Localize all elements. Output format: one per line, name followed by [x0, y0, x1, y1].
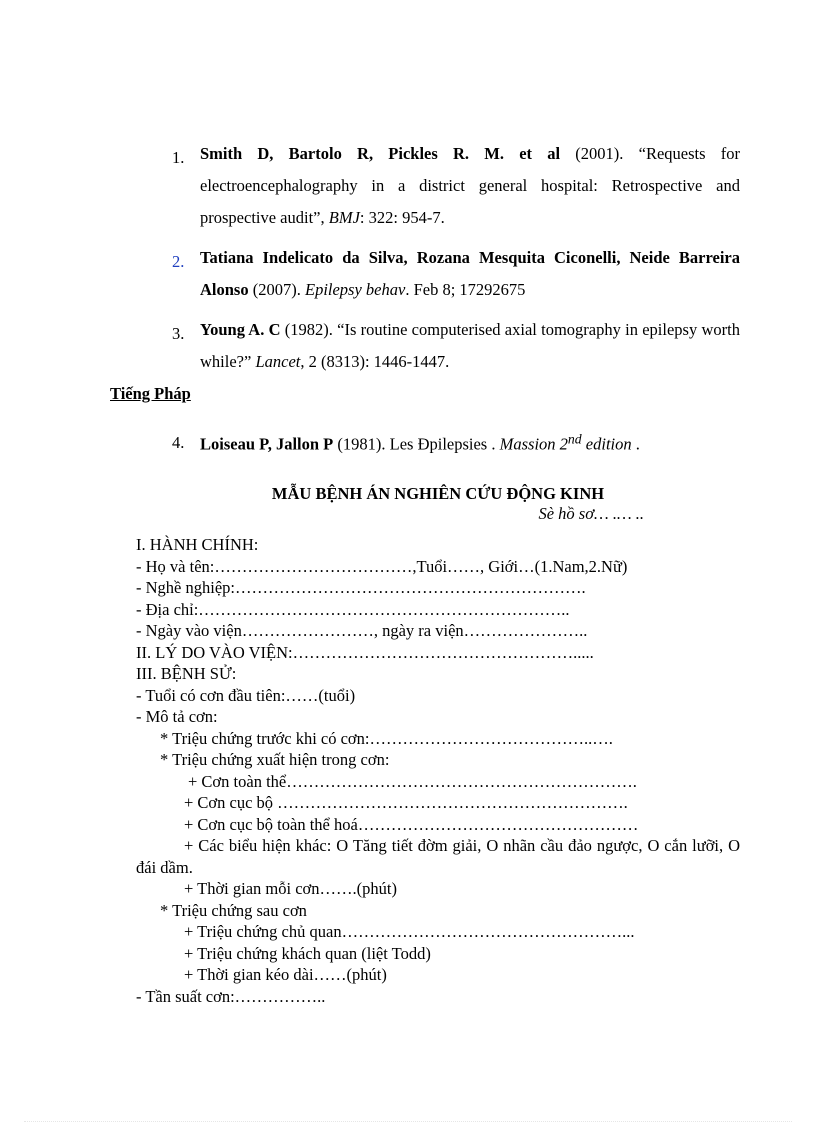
field-occupation: - Nghề nghiệp:………………………………………………………. [136, 578, 586, 597]
field-pre-seizure-symptoms: * Triệu chứng trước khi có cơn:…………………………………..…. [160, 728, 613, 748]
reference-number: 2. [172, 252, 185, 271]
field-subjective-symptoms: + Triệu chứng chủ quan……………………………………………... [184, 922, 635, 941]
reference-journal: BMJ [328, 208, 360, 227]
reference-number: 1. [172, 148, 185, 167]
reference-text: (2001). “Requests for electroencephalography in a district general hospital: Retrospective and prospective audit”, [200, 144, 740, 227]
section-reason-admission: II. LÝ DO VÀO VIỆN:……………………………………………..... [136, 642, 594, 662]
field-other-signs: + Các biểu hiện khác: O Tăng tiết đờm giải, O nhãn cầu đảo ngược, O cắn lưỡi, O đái dầm. [136, 836, 740, 877]
reference-text: (1981). Les Đpilepsies . [333, 434, 500, 454]
field-seizure-frequency: - Tần suất cơn:…………….. [136, 986, 326, 1006]
reference-authors: Loiseau P, Jallon P [200, 434, 334, 454]
medical-record-form [136, 484, 740, 1007]
reference-journal: Massion 2 [499, 434, 568, 454]
french-reference-list [110, 423, 740, 469]
reference-item [110, 314, 740, 378]
form-title: MẪU BỆNH ÁN NGHIÊN CỨU ĐỘNG KINH [271, 484, 605, 503]
field-objective-symptoms: + Triệu chứng khách quan (liệt Todd) [184, 943, 431, 963]
reference-text: (1982). “Is routine computerised axial tomography in epilepsy worth while?” [200, 320, 740, 371]
reference-superscript: nd [567, 431, 582, 446]
reference-journal-tail: edition [581, 434, 632, 454]
reference-details: . Feb 8; 17292675 [405, 280, 526, 299]
reference-details: , 2 (8313): 1446-1447. [300, 352, 450, 371]
reference-text: (2007). [248, 280, 305, 299]
field-total-duration: + Thời gian kéo dài……(phút) [184, 965, 387, 984]
field-full-name: - Họ và tên:………………………………,Tuổi……, Giới…(1.Nam,2.Nữ) [136, 556, 628, 576]
reference-authors: Smith D, Bartolo R, Pickles R. M. et al [200, 144, 561, 163]
reference-number: 4. [172, 433, 185, 452]
field-seizure-duration: + Thời gian mỗi cơn…….(phút) [184, 879, 397, 898]
field-secondary-generalized: + Cơn cục bộ toàn thể hoá…………………………………………… [184, 814, 639, 834]
reference-journal: Lancet [255, 352, 301, 371]
reference-item [110, 242, 740, 306]
field-post-seizure: * Triệu chứng sau cơn [160, 900, 307, 920]
field-generalized-seizure: + Cơn toàn thể………………………………………………………. [188, 771, 637, 791]
reference-list [110, 138, 740, 386]
file-number: Sè hồ sơ… .… .. [538, 504, 644, 523]
section-administrative: I. HÀNH CHÍNH: [136, 535, 259, 554]
field-focal-seizure: + Cơn cục bộ ………………………………………………………. [184, 793, 628, 812]
page-bottom-rule [24, 1121, 792, 1122]
reference-details: . [631, 434, 640, 454]
french-section-heading: Tiếng Pháp [110, 384, 191, 403]
reference-item [110, 423, 740, 461]
field-seizure-description: - Mô tả cơn: [136, 707, 218, 726]
field-first-seizure-age: - Tuổi có cơn đầu tiên:……(tuổi) [136, 685, 356, 705]
reference-authors: Young A. C [200, 320, 281, 339]
section-history: III. BỆNH SỬ: [136, 664, 237, 683]
field-admission-dates: - Ngày vào viện……………………, ngày ra viện………………….. [136, 621, 588, 640]
reference-journal: Epilepsy behav [304, 280, 406, 299]
reference-authors: Tatiana Indelicato da Silva, Rozana Mesquita Ciconelli, Neide Barreira Alonso [200, 248, 740, 299]
reference-item [110, 138, 740, 234]
reference-number: 3. [172, 324, 185, 343]
reference-details: : 322: 954-7. [359, 208, 445, 227]
field-during-seizure-symptoms: * Triệu chứng xuất hiện trong cơn: [160, 750, 390, 769]
field-address: - Địa chỉ:………………………………………………………….. [136, 599, 570, 619]
